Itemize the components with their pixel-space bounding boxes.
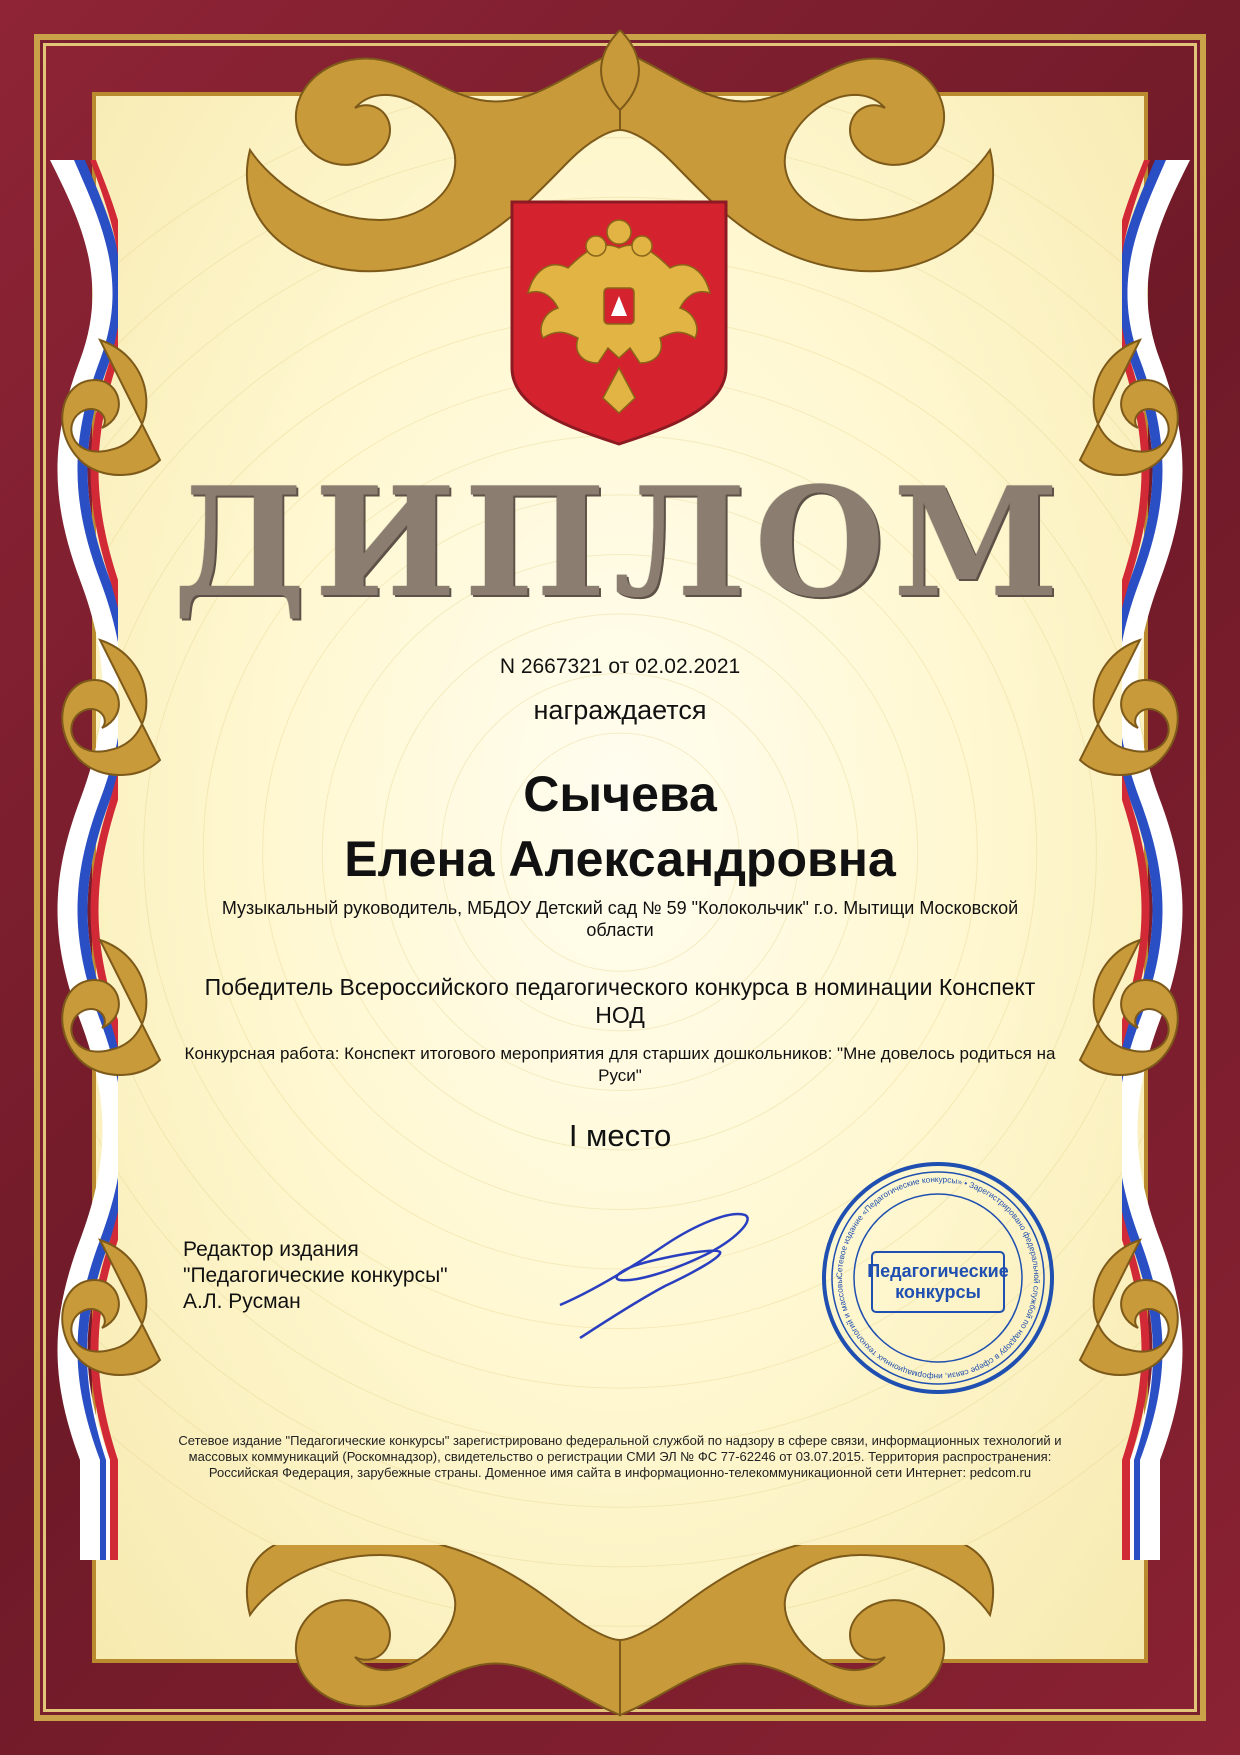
- bottom-gold-ornament: [150, 1545, 1090, 1735]
- recipient-given-names: Елена Александровна: [344, 831, 896, 887]
- diploma-number: N 2667321 от 02.02.2021: [499, 655, 741, 678]
- registration-footer: Сетевое издание "Педагогические конкурсы" зарегистрировано федеральной службой по надзору в сфере связи, информационных технологий и массовых коммуникаций (Роскомнадзор), свидетельство о регистрации СМИ ЭЛ № ФС 77-62246 от 03.07.2015. Территория распространения: Российская Федерация, зарубежные страны. Доменное имя сайта в информационно-телекоммуникационной сети Интернет: pedcom.ru: [178, 1433, 1062, 1480]
- recipient-surname: Сычева: [523, 766, 717, 822]
- editor-block: [183, 1237, 448, 1315]
- editor-line-3: А.Л. Русман: [183, 1290, 301, 1313]
- achievement-text: Победитель Всероссийского педагогического конкурса в номинации Конспект НОД: [204, 974, 1036, 1028]
- competition-work: Конкурсная работа: Конспект итогового мероприятия для старших дошкольников: "Мне довелось родиться на Руси": [184, 1044, 1056, 1085]
- editor-line-2: "Педагогические конкурсы": [183, 1264, 448, 1287]
- awarded-label: награждается: [533, 695, 707, 725]
- recipient-position: Музыкальный руководитель, МБДОУ Детский сад № 59 "Колокольчик" г.о. Мытищи Московской области: [221, 898, 1019, 940]
- editor-line-1: Редактор издания: [183, 1238, 359, 1261]
- official-stamp: [818, 1158, 1058, 1398]
- stamp-center-text: Педагогические конкурсы: [867, 1261, 1009, 1302]
- coat-of-arms-icon: [508, 198, 730, 448]
- stamp-ring-text: Сетевое издание «Педагогические конкурсы» • Зарегистрировано федеральной службой по надзору в сфере связи, информационных технологий и массовы: [834, 1174, 1042, 1382]
- diploma-title: ДИПЛОМ: [172, 455, 1068, 631]
- place-awarded: I место: [568, 1118, 672, 1153]
- editor-signature: [555, 1190, 755, 1340]
